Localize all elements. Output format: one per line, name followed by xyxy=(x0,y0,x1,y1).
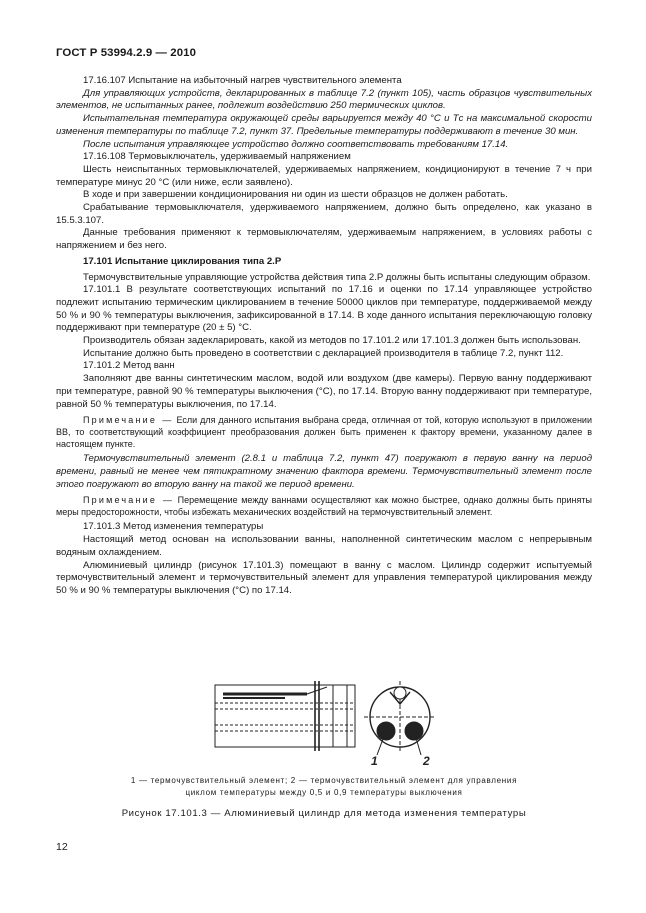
paragraph: В ходе и при завершении кондиционирования ни один из шести образцов не должен работать. xyxy=(83,189,508,201)
paragraph: Для управляющих устройств, декларированных в таблице 7.2 (пункт 105), часть образцов чувствительных элементов, не испытанных ранее, подлежит воздействию 250 термических циклов. xyxy=(56,87,592,112)
page-number: 12 xyxy=(56,841,68,853)
note-label: Примечание — xyxy=(83,495,175,506)
cylinder-side-view xyxy=(215,681,355,751)
paragraph: Алюминиевый цилиндр (рисунок 17.101.3) помещают в ванну с маслом. Цилиндр содержит испытуемый термочувствительный элемент и термочувствительный элемент для управления температурой циклирования между 50 % и 90 % температуры выключения (°C) по 17.14. xyxy=(56,559,592,596)
figure-legend-line: 1 — термочувствительный элемент; 2 — термочувствительный элемент для управления xyxy=(130,776,518,785)
paragraph: Настоящий метод основан на использовании ванны, наполненной синтетическим маслом с непрерывным водяным охлаждением. xyxy=(56,534,592,558)
note-text: Если для данного испытания выбрана среда, отличная от той, которую используют в приложении BB, то соответствующий коэффициент преобразования должен быть применен к фактору времени, указанному далее в настоящем пункте. xyxy=(56,415,592,450)
aluminium-cylinder-figure xyxy=(205,677,445,769)
note-label: Примечание — xyxy=(83,415,174,426)
subsection-heading: 17.101.3 Метод изменения температуры xyxy=(83,521,264,533)
subsection-heading: 17.101.2 Метод ванн xyxy=(83,360,175,372)
paragraph: Заполняют две ванны синтетическим маслом, водой или воздухом (две камеры). Первую ванну поддерживают при температуре, равной 90 % температуры выключения (°C), по 17.14. Вторую ванну поддерживают при температуре, равной 50 % температуры выключения, по 17.14. xyxy=(56,373,592,410)
cylinder-cross-section xyxy=(364,681,436,755)
paragraph: Испытание должно быть проведено в соответствии с декларацией производителя в таблице 7.2, пункт 112. xyxy=(83,347,564,359)
paragraph: Производитель обязан задекларировать, какой из методов по 17.101.2 или 17.101.3 должен быть использован. xyxy=(83,335,581,347)
figure-caption: Рисунок 17.101.3 — Алюминиевый цилиндр для метода изменения температуры xyxy=(121,808,527,819)
document-code-header: ГОСТ Р 53994.2.9 — 2010 xyxy=(56,47,197,59)
note xyxy=(56,414,592,450)
callout-2: 2 xyxy=(423,754,430,768)
paragraph: Термочувствительный элемент (2.8.1 и таблица 7.2, пункт 47) погружают в первую ванну на период времени, равный не менее чем пятикратному значению фактора времени. Термочувствительный элемент после этого погружают во вторую ванну на такой же период времени. xyxy=(56,453,592,490)
figure-legend-line: циклом температуры между 0,5 и 0,9 температуры выключения xyxy=(185,788,463,797)
paragraph: Срабатывание термовыключателя, удерживаемого напряжением, должно быть определено, как указано в 15.5.3.107. xyxy=(56,202,592,226)
paragraph: Испытательная температура окружающей среды варьируется между 40 °C и Tс на максимальной скорости изменения температуры по таблице 7.2, пункт 37. Предельные температуры поддерживают в течение 30 мин. xyxy=(56,113,592,137)
paragraph: Термочувствительные управляющие устройства действия типа 2.P должны быть испытаны следующим образом. xyxy=(83,271,591,283)
figure-legend xyxy=(56,775,592,799)
callout-1: 1 xyxy=(371,754,378,768)
paragraph: 17.101.1 В результате соответствующих испытаний по 17.16 и оценки по 17.14 управляющее устройство подлежит испытанию термическим циклированием в течение 50000 циклов при температуре, поддерживаемой между 50 % и 90 % температуры выключения, зафиксированной в 17.14. В ходе данного испытания переключающую головку поддерживают при температуре (20 ± 5) °C. xyxy=(56,284,592,334)
subsection-heading: 17.16.108 Термовыключатель, удерживаемый напряжением xyxy=(83,151,351,163)
paragraph: Данные требования применяют к термовыключателям, удерживаемым напряжением, в условиях работы с напряжением и без него. xyxy=(56,227,592,252)
paragraph: Шесть неиспытанных термовыключателей, удерживаемых напряжением, кондиционируют в течение 7 ч при температуре минус 20 °C (или ниже, если заявлено). xyxy=(56,163,592,188)
note-text: Перемещение между ваннами осуществляют как можно быстрее, однако должны быть приняты меры предосторожности, чтобы избежать механических воздействий на термочувствительный элемент. xyxy=(56,495,592,518)
paragraph: После испытания управляющее устройство должно соответствовать требованиям 17.14. xyxy=(83,138,509,150)
note xyxy=(56,494,592,518)
section-heading: 17.101 Испытание циклирования типа 2.P xyxy=(83,255,282,267)
subsection-heading: 17.16.107 Испытание на избыточный нагрев чувствительного элемента xyxy=(83,75,402,86)
document-body xyxy=(56,75,592,598)
